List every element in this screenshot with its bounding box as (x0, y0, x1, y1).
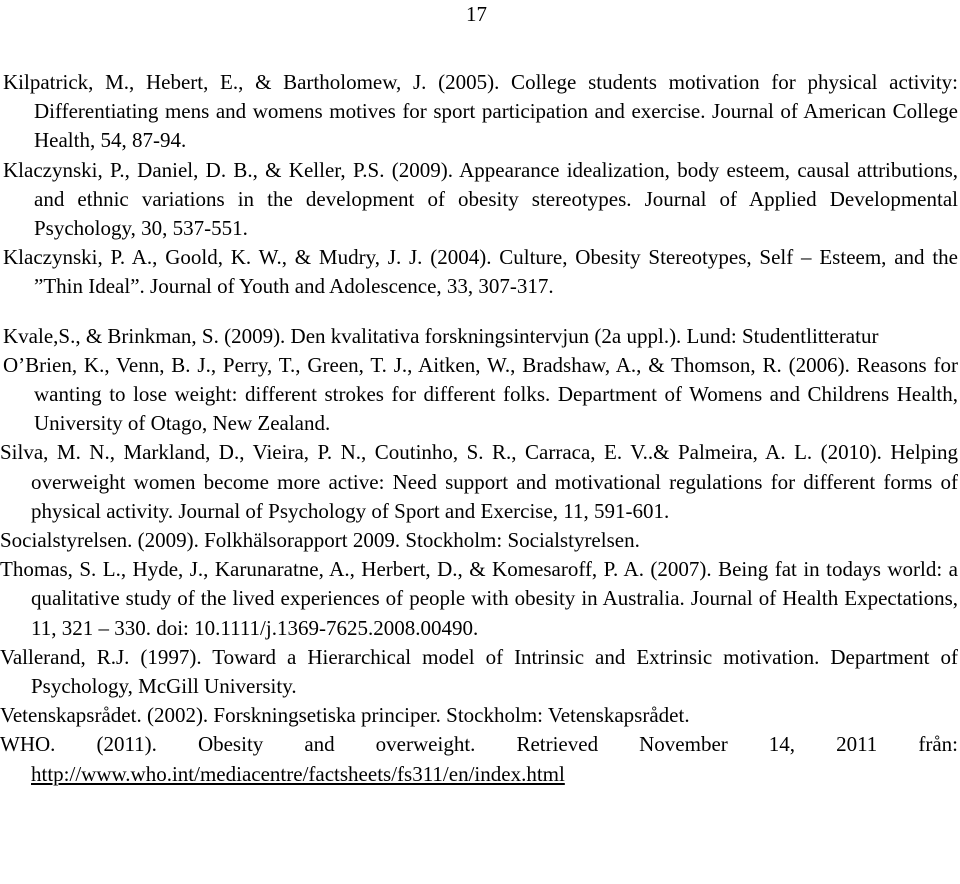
reference-text: WHO. (2011). Obesity and overweight. Retrieved November 14, 2011 från: (0, 732, 958, 757)
reference-url-link[interactable]: http://www.who.int/mediacentre/factsheets/fs311/en/index.html (31, 761, 565, 786)
reference-item: Klaczynski, P. A., Goold, K. W., & Mudry, J. J. (2004). Culture, Obesity Stereotypes, Self – Esteem, and the ”Thin Ideal”. Journal of Youth and Adolescence, 33, 307-317. (3, 245, 958, 299)
reference-item: Vallerand, R.J. (1997). Toward a Hierarchical model of Intrinsic and Extrinsic motivation. Department of Psychology, McGill University. (0, 644, 958, 699)
reference-item: Thomas, S. L., Hyde, J., Karunaratne, A., Herbert, D., & Komesaroff, P. A. (2007). Being fat in todays world: a qualitative study of the lived experiences of people with obesity in Australia. Journal of Health Expectations, 11, 321 – 330. doi: 10.1111/j.1369-7625.2008.00490. (0, 557, 958, 640)
reference-item: Silva, M. N., Markland, D., Vieira, P. N., Coutinho, S. R., Carraca, E. V..& Palmeira, A. L. (2010). Helping overweight women become more active: Need support and motivational regulations for different forms of physical activity. Journal of Psychology of Sport and Exercise, 11, 591-601. (0, 440, 958, 523)
reference-item: O’Brien, K., Venn, B. J., Perry, T., Green, T. J., Aitken, W., Bradshaw, A., & Thomson, R. (2006). Reasons for wanting to lose weight: different strokes for different folks. Department of Womens and Childrens Health, University of Otago, New Zealand. (3, 352, 958, 436)
reference-item: Vetenskapsrådet. (2002). Forskningsetiska principer. Stockholm: Vetenskapsrådet. (0, 703, 690, 728)
page-number: 17 (466, 2, 487, 26)
reference-item: Kilpatrick, M., Hebert, E., & Bartholomew, J. (2005). College students motivation for physical activity: Differentiating mens and womens motives for sport participation and exercise. Journal of American College Health, 54, 87-94. (3, 70, 958, 153)
reference-list (0, 68, 960, 789)
reference-item-who (0, 730, 958, 788)
reference-item: Klaczynski, P., Daniel, D. B., & Keller, P.S. (2009). Appearance idealization, body esteem, causal attributions, and ethnic variations in the development of obesity stereotypes. Journal of Applied Developmental Psychology, 30, 537-551. (3, 157, 958, 241)
reference-item: Kvale,S., & Brinkman, S. (2009). Den kvalitativa forskningsintervjun (2a uppl.). Lund: Studentlitteratur (3, 323, 879, 348)
reference-item: Socialstyrelsen. (2009). Folkhälsorapport 2009. Stockholm: Socialstyrelsen. (0, 528, 640, 553)
